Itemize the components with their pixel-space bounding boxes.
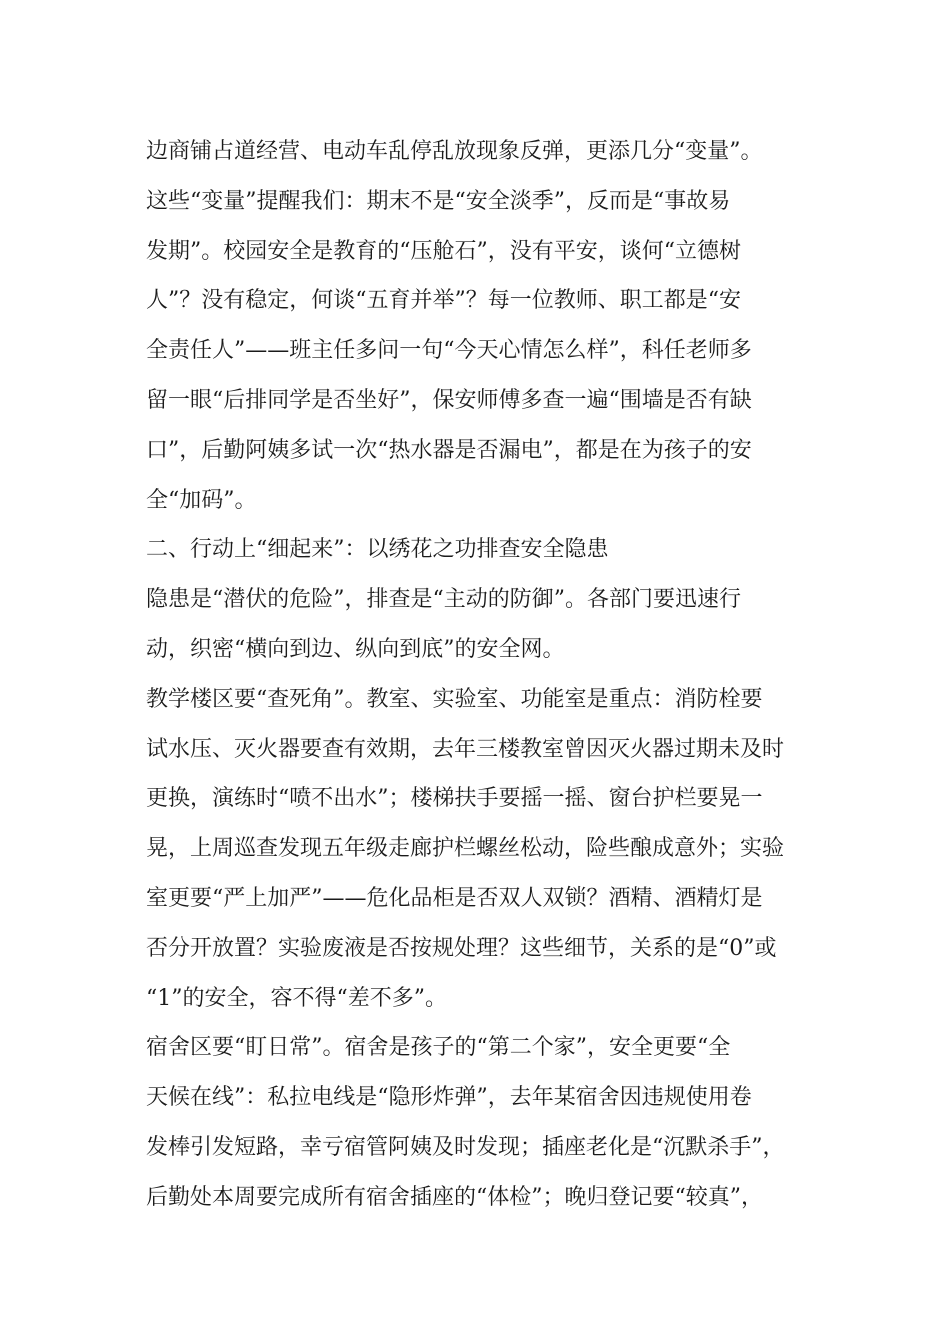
section-heading: 二、行动上“细起来”：以绣花之功排查安全隐患 [146, 537, 609, 563]
paragraph-4: 教学楼区要“查死角”。教室、实验室、功能室是重点：消防栓要 试水压、灭火器要查有效期，去年三楼教室曾因灭火器过期未及时 更换，演练时“喷不出水”；楼梯扶手要摇一摇、窗台护栏要晃一 晃，上周巡查发现五年级走廊护栏螺丝松动，险些酿成意外；实验 室更要“严上加严”——危化品柜是否双人双锁？酒精、酒精灯是 否分开放置？实验废液是否按规处理？这些细节，关系的是“0”或 “1”的安全，容不得“差不多”。 [146, 686, 785, 1011]
paragraph-3: 隐患是“潜伏的危险”，排查是“主动的防御”。各部门要迅速行 动，织密“横向到边、纵向到底”的安全网。 [146, 587, 741, 662]
paragraph-5: 宿舍区要“盯日常”。宿舍是孩子的“第二个家”，安全更要“全 天候在线”：私拉电线是“隐形炸弹”，去年某宿舍因违规使用卷 发棒引发短路，幸亏宿管阿姨及时发现；插座老化是“沉默杀手”， 后勤处本周要完成所有宿舍插座的“体检”；晚归登记要“较真”， [146, 1035, 785, 1210]
paragraph-1: 边商铺占道经营、电动车乱停乱放现象反弹，更添几分“变量”。 [146, 139, 763, 164]
paragraph-2: 这些“变量”提醒我们：期末不是“安全淡季”，反而是“事故易 发期”。校园安全是教育的“压舱石”，没有平安，谈何“立德树 人”？没有稳定，何谈“五育并举”？每一位教师、职工都是“安 全责任人”——班主任多问一句“今天心情怎么样”，科任老师多 留一眼“后排同学是否坐好”，保安师傅多查一遍“围墙是否有缺 口”，后勤阿姨多试一次“热水器是否漏电”，都是在为孩子的安 全“加码”。 [146, 188, 752, 513]
document-body [146, 127, 820, 1223]
